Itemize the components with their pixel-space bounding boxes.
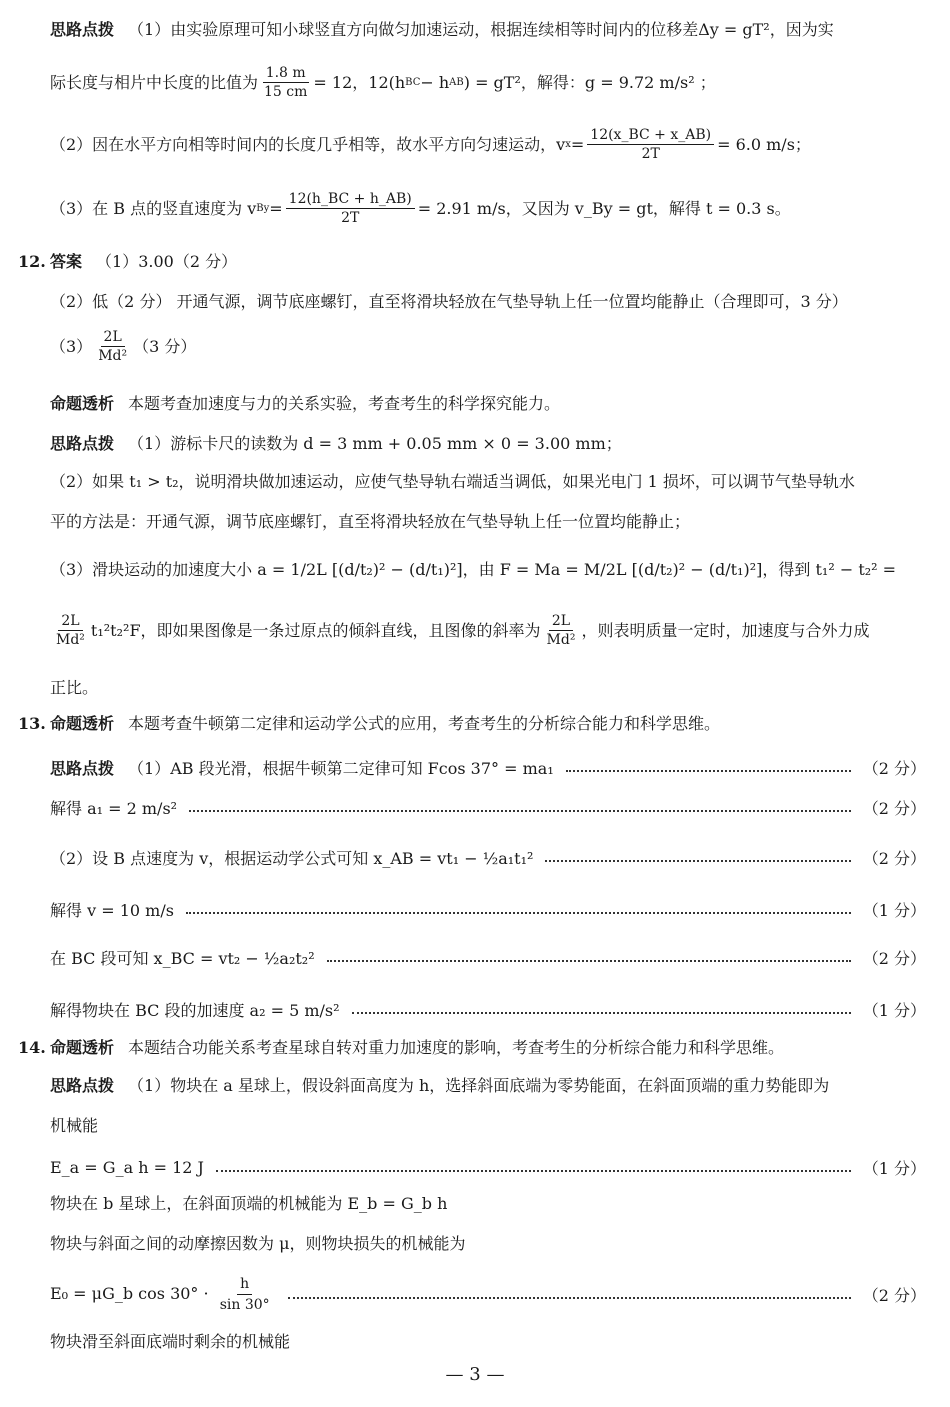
section-label: 思路点拨 [50, 20, 115, 39]
text: 解得物块在 BC 段的加速度 a₂ = 5 m/s² [50, 1001, 340, 1020]
fraction [544, 614, 579, 647]
text: = [269, 198, 283, 218]
scored-line [0, 1276, 950, 1313]
text: 正比。 [50, 678, 99, 697]
page-number: — 3 — [445, 1364, 505, 1385]
text: E_a = G_a h = 12 J [50, 1158, 204, 1177]
text: = 2.91 m/s，又因为 v_By = gt，解得 t = 0.3 s。 [417, 198, 791, 218]
scored-line [0, 1156, 950, 1179]
denominator: sin 30° [219, 1297, 270, 1313]
text-line [0, 294, 950, 310]
subscript: BC [405, 76, 421, 88]
text-line [0, 22, 950, 38]
leader-dots [189, 810, 851, 812]
text: （1）AB 段光滑，根据牛顿第二定律可知 Fcos 37° = ma₁ [128, 759, 554, 778]
scored-line [0, 796, 950, 819]
leader-dots [545, 860, 850, 862]
score: （2 分） [862, 949, 926, 968]
text-line [0, 1196, 950, 1212]
fraction [286, 192, 415, 225]
section-label: 答案 [50, 252, 83, 271]
text-line [0, 1334, 950, 1350]
text-line [0, 192, 950, 225]
score: （1 分） [862, 1001, 926, 1020]
fraction [95, 330, 130, 363]
text: 际长度与相片中长度的比值为 [50, 72, 259, 92]
text: （2）因在水平方向相等时间内的长度几乎相等，故水平方向匀速运动，v [50, 134, 566, 154]
scored-line [0, 756, 950, 779]
score: （2 分） [862, 799, 926, 818]
text: = [570, 134, 585, 154]
text-line [0, 66, 950, 99]
numerator: 2L [58, 614, 82, 631]
text: 本题考查加速度与力的关系实验，考查考生的科学探究能力。 [128, 394, 561, 413]
text-line [0, 396, 950, 412]
subscript: x [565, 138, 571, 150]
scored-line [0, 898, 950, 921]
text: ) = gT²，解得：g = 9.72 m/s² ； [463, 72, 716, 92]
text-line [0, 614, 950, 647]
leader-dots [352, 1012, 851, 1014]
text: （2）低（2 分） 开通气源，调节底座螺钉，直至将滑块轻放在气垫导轨上任一位置均能静止（合理即可，3 分） [50, 292, 848, 311]
text-line [0, 474, 950, 490]
text: E₀ = μG_b cos 30° · [50, 1284, 209, 1303]
text: （2）如果 t₁ > t₂，说明滑块做加速运动，应使气垫导轨右端适当调低，如果光电门 1 损坏，可以调节气垫导轨水 [50, 472, 855, 491]
score: （1 分） [862, 901, 926, 920]
text: （2）设 B 点速度为 v，根据运动学公式可知 x_AB = vt₁ − ½a₁t₁² [50, 849, 534, 868]
numerator: 2L [549, 614, 573, 631]
text-line [0, 330, 950, 363]
text-line [0, 1236, 950, 1252]
section-label: 命题透析 [50, 394, 115, 413]
text-line [0, 436, 950, 452]
question-number: 14. [18, 1038, 46, 1057]
denominator: Md² [56, 632, 85, 648]
section-label: 思路点拨 [50, 1076, 115, 1095]
text-line [0, 514, 950, 530]
fraction [53, 614, 88, 647]
scored-line [0, 846, 950, 869]
scored-line [0, 946, 950, 969]
text: 本题结合功能关系考查星球自转对重力加速度的影响，考查考生的分析综合能力和科学思维。 [128, 1038, 785, 1057]
text: （1）3.00（2 分） [96, 252, 238, 271]
leader-dots [566, 770, 851, 772]
text: 本题考查牛顿第二定律和运动学公式的应用，考查考生的分析综合能力和科学思维。 [128, 714, 721, 733]
numerator: 2L [101, 330, 125, 347]
numerator: 12(x_BC + x_AB) [587, 128, 714, 145]
fraction [217, 1276, 273, 1313]
text: ，则表明质量一定时，加速度与合外力成 [581, 620, 870, 640]
section-label: 思路点拨 [50, 759, 115, 778]
question-number: 13. [18, 714, 46, 733]
score: （2 分） [862, 759, 926, 778]
text: （1）游标卡尺的读数为 d = 3 mm + 0.05 mm × 0 = 3.00 mm； [128, 434, 622, 453]
text-line [0, 254, 950, 270]
text: − h [420, 72, 450, 92]
text: （3） [50, 336, 93, 356]
subscript: By [256, 202, 270, 214]
scored-line [0, 998, 950, 1021]
leader-dots [186, 912, 851, 914]
text-line [0, 1078, 950, 1094]
fraction [587, 128, 714, 161]
denominator: 2T [341, 210, 360, 226]
text-line [0, 128, 950, 161]
leader-dots [288, 1297, 851, 1299]
text-line [0, 1040, 950, 1056]
subscript: AB [449, 76, 464, 88]
text: 物块滑至斜面底端时剩余的机械能 [50, 1332, 291, 1351]
denominator: 2T [641, 146, 660, 162]
text: （3）滑块运动的加速度大小 a = 1/2L [(d/t₂)² − (d/t₁)²]，由 F = Ma = M/2L [(d/t₂)² − (d/t₁)²]，得到 t₁² − t₂² = [50, 560, 897, 579]
text-line [0, 562, 950, 578]
text: 解得 a₁ = 2 m/s² [50, 799, 178, 818]
numerator: 1.8 m [263, 66, 309, 83]
text: （3）在 B 点的竖直速度为 v [50, 198, 257, 218]
text: 在 BC 段可知 x_BC = vt₂ − ½a₂t₂² [50, 949, 315, 968]
score: （2 分） [862, 1286, 926, 1305]
leader-dots [216, 1170, 851, 1172]
text: （1）物块在 a 星球上，假设斜面高度为 h，选择斜面底端为零势能面，在斜面顶端的重力势能即为 [128, 1076, 830, 1095]
numerator: 12(h_BC + h_AB) [286, 192, 415, 209]
text: 解得 v = 10 m/s [50, 901, 174, 920]
denominator: Md² [546, 632, 576, 648]
text: 平的方法是：开通气源，调节底座螺钉，直至将滑块轻放在气垫导轨上任一位置均能静止； [50, 512, 691, 531]
text: （1）由实验原理可知小球竖直方向做匀加速运动，根据连续相等时间内的位移差Δy = gT²，因为实 [128, 20, 834, 39]
text: 物块在 b 星球上，在斜面顶端的机械能为 E_b = G_b h [50, 1194, 448, 1213]
text: 机械能 [50, 1116, 99, 1135]
score: （2 分） [862, 849, 926, 868]
leader-dots [327, 960, 851, 962]
denominator: Md² [98, 348, 128, 364]
section-label: 命题透析 [50, 1038, 115, 1057]
fraction [261, 66, 310, 99]
text-line [0, 716, 950, 732]
text: 物块与斜面之间的动摩擦因数为 μ，则物块损失的机械能为 [50, 1234, 466, 1253]
numerator: h [237, 1276, 252, 1295]
score: （1 分） [862, 1159, 926, 1178]
text: = 6.0 m/s； [717, 134, 811, 154]
question-number: 12. [18, 252, 46, 271]
text: （3 分） [133, 336, 197, 356]
text-line [0, 1118, 950, 1134]
section-label: 命题透析 [50, 714, 115, 733]
text-line [0, 680, 950, 696]
denominator: 15 cm [264, 84, 308, 100]
text: = 12，12(h [313, 72, 406, 92]
section-label: 思路点拨 [50, 434, 115, 453]
text: t₁²t₂²F，即如果图像是一条过原点的倾斜直线，且图像的斜率为 [90, 620, 541, 640]
